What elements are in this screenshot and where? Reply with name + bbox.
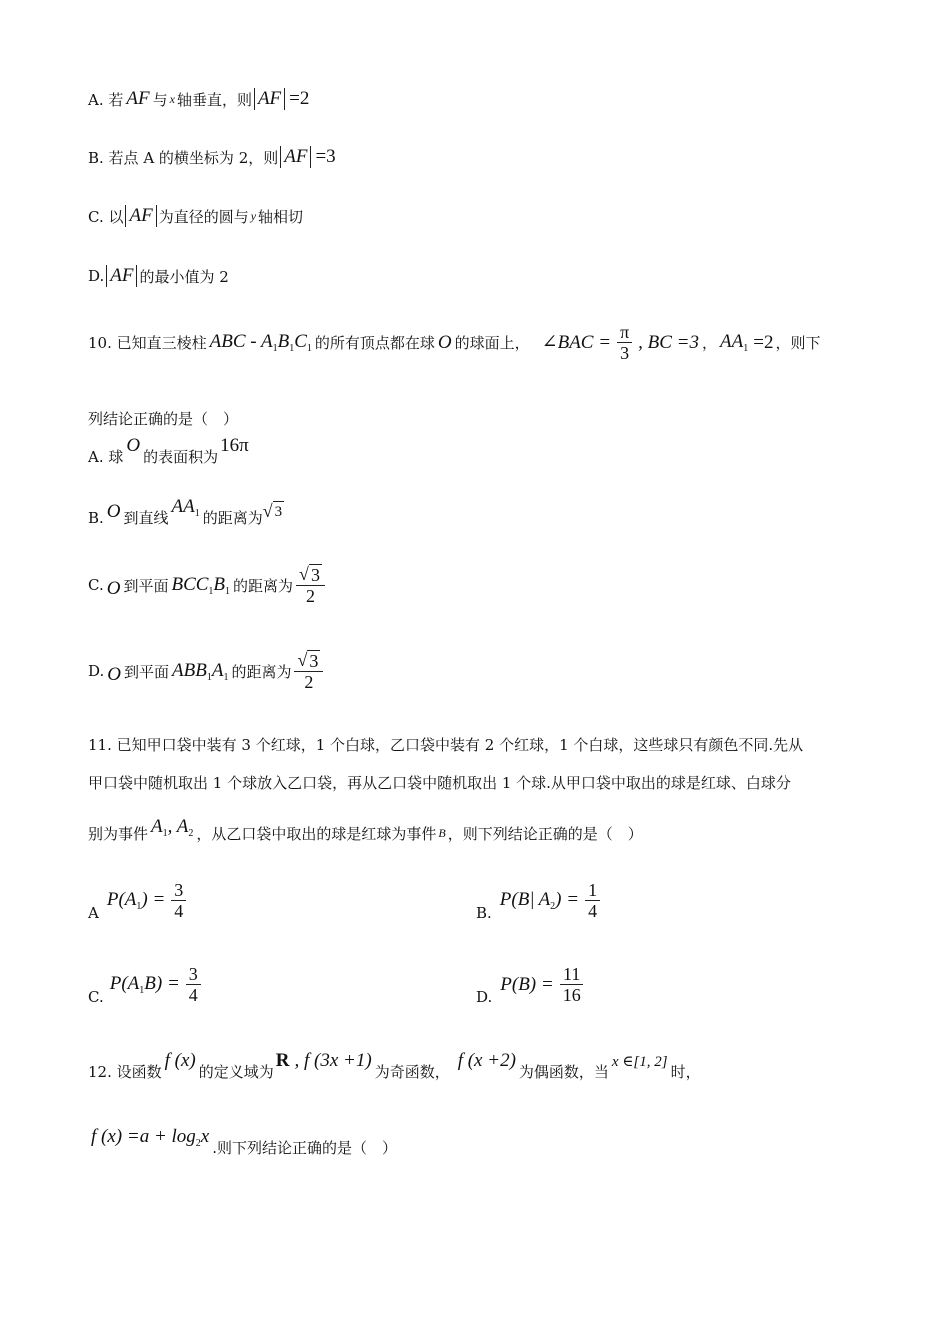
question-text: 11. 已知甲口袋中装有 3 个红球，1 个白球，乙口袋中装有 2 个红球，1 个白球，这些球只有颜色不同.先从 (88, 736, 804, 754)
math-abs-af: AF (254, 88, 285, 110)
fraction-11-16: $\frac{11}{16}$ (560, 964, 584, 1005)
math-fx-def: f $(x) =a + \log_2x$ (91, 1126, 210, 1149)
math-b: B (438, 826, 446, 840)
q10-stem-cont (88, 408, 238, 429)
option-label: C. 以 (88, 207, 124, 226)
option-label: A. 若 (88, 90, 124, 109)
q11-option-d (476, 964, 587, 1005)
math-fx2: f (x +2) (457, 1050, 516, 1071)
q11-option-c (88, 964, 204, 1005)
question-text: .则下列结论正确的是（ ） (212, 1139, 398, 1157)
math-plane-bcc1b1: $BCC_1B_1$ (171, 573, 231, 597)
option-text: 的距离为 (231, 662, 292, 681)
question-text: 10. 已知直三棱柱 (88, 334, 207, 352)
math-plane-abb1a1: $ABB_1A_1$ (172, 659, 229, 683)
question-text: 12. 设函数 (88, 1062, 162, 1081)
option-label: B. (88, 508, 104, 527)
option-text: 的最小值为 2 (139, 267, 229, 286)
option-label: D. (88, 662, 105, 680)
option-label: C. (88, 576, 104, 594)
question-text: ，从乙口袋中取出的球是红球为事件 (196, 825, 437, 843)
math-af: AF (126, 88, 150, 109)
option-label: A. 球 (88, 447, 124, 466)
math-abs-af: AF (280, 146, 311, 168)
q11-stem-line1 (88, 734, 803, 755)
math-o: O (106, 500, 121, 522)
q10-option-d (88, 650, 326, 692)
math-bc: , BC =3 (638, 331, 700, 353)
sqrt-3: √ 3 (262, 501, 283, 521)
option-text: 到平面 (123, 576, 169, 595)
q10-option-b (88, 496, 284, 529)
q12-stem-cont (88, 1126, 398, 1157)
math-angle: ∠BAC = (541, 332, 612, 353)
q9-option-b (88, 146, 338, 168)
math-events: $A_1$, $A_2$ (151, 816, 194, 839)
fraction-sqrt3-2: √ 3 2 (296, 564, 325, 606)
fraction-3-4: $\frac{3}{4}$ (171, 880, 186, 921)
option-label: C. (88, 987, 104, 1006)
q11-stem-line3 (88, 816, 643, 845)
option-text: 的表面积为 (143, 447, 219, 466)
option-label: B. (476, 903, 492, 922)
question-text: ， (702, 334, 718, 352)
math-o: O (107, 664, 121, 685)
math-o: O (106, 578, 121, 599)
question-text: 为偶函数，当 (518, 1062, 609, 1081)
math-prism: ABC - $A_1B_1C_1$ (209, 331, 312, 354)
q9-option-c (88, 205, 303, 227)
q10-option-c (88, 564, 328, 606)
math-fx: f (x) (164, 1050, 196, 1071)
math-eq: =3 (315, 146, 336, 167)
math-aa1: $AA_1$ (720, 331, 749, 354)
math-r: R (275, 1050, 290, 1071)
question-text: 的定义域为 (198, 1062, 274, 1081)
question-text: 甲口袋中随机取出 1 个球放入乙口袋，再从乙口袋中随机取出 1 个球.从甲口袋中取出的球是红球、白球分 (88, 774, 791, 792)
math-p-a1: $P(A_1)$ = (106, 889, 166, 912)
option-text: 与 (152, 90, 168, 109)
option-text: 轴垂直，则 (176, 90, 252, 109)
option-text: 轴相切 (258, 207, 304, 226)
option-text: 到平面 (124, 662, 170, 681)
option-label: D. (88, 267, 105, 285)
math-f3x1: , f (3x +1) (294, 1050, 372, 1071)
q9-option-a (88, 88, 311, 110)
math-p-b-a2: P(B| $A_2$) = (499, 889, 580, 912)
q10-stem (88, 322, 820, 363)
question-text: 的所有顶点都在球 (314, 334, 435, 352)
fraction-sqrt3-2: √ 3 2 (294, 650, 323, 692)
question-text: 列结论正确的是（ ） (88, 410, 239, 428)
option-text: 的距离为 (233, 576, 294, 595)
q10-option-a (88, 435, 251, 467)
option-label: B. 若点 A 的横坐标为 2，则 (88, 148, 279, 167)
math-eq: =2 (289, 88, 310, 109)
math-abs-af: AF (125, 205, 156, 227)
option-text: 到直线 (123, 509, 169, 527)
math-x: x (169, 91, 175, 106)
question-text: ，则下列结论正确的是（ ） (447, 825, 643, 843)
q11-option-a (88, 880, 189, 921)
math-condition: x ∈[1, 2] (611, 1053, 668, 1070)
question-text: 时， (670, 1062, 701, 1081)
math-o: O (126, 435, 141, 456)
question-text: 为奇函数， (374, 1062, 450, 1081)
question-text: ，则下 (775, 334, 821, 352)
math-16pi: 16π (220, 435, 249, 456)
math-p-a1b: $P(A_1B)$ = (109, 973, 180, 996)
math-y: y (250, 208, 257, 223)
option-text: 的距离为 (202, 509, 263, 527)
math-eq: =2 (753, 331, 774, 353)
fraction-1-4: $\frac{1}{4}$ (585, 880, 600, 921)
question-text: 别为事件 (88, 825, 149, 843)
question-text: 的球面上， (454, 334, 530, 352)
option-label: A (88, 903, 99, 922)
q11-option-b (476, 880, 603, 921)
math-p-b: P(B) = (500, 973, 554, 995)
math-o: O (437, 331, 452, 353)
math-aa1: $AA_1$ (171, 496, 200, 519)
fraction-pi-3: $\frac{\pi}{3}$ (617, 322, 632, 363)
q12-stem (88, 1050, 701, 1081)
math-abs-af: AF (106, 265, 137, 287)
q11-stem-line2 (88, 772, 791, 793)
q9-option-d (88, 265, 229, 287)
option-text: 为直径的圆与 (158, 207, 249, 226)
fraction-3-4: $\frac{3}{4}$ (186, 964, 201, 1005)
option-label: D. (476, 987, 493, 1006)
